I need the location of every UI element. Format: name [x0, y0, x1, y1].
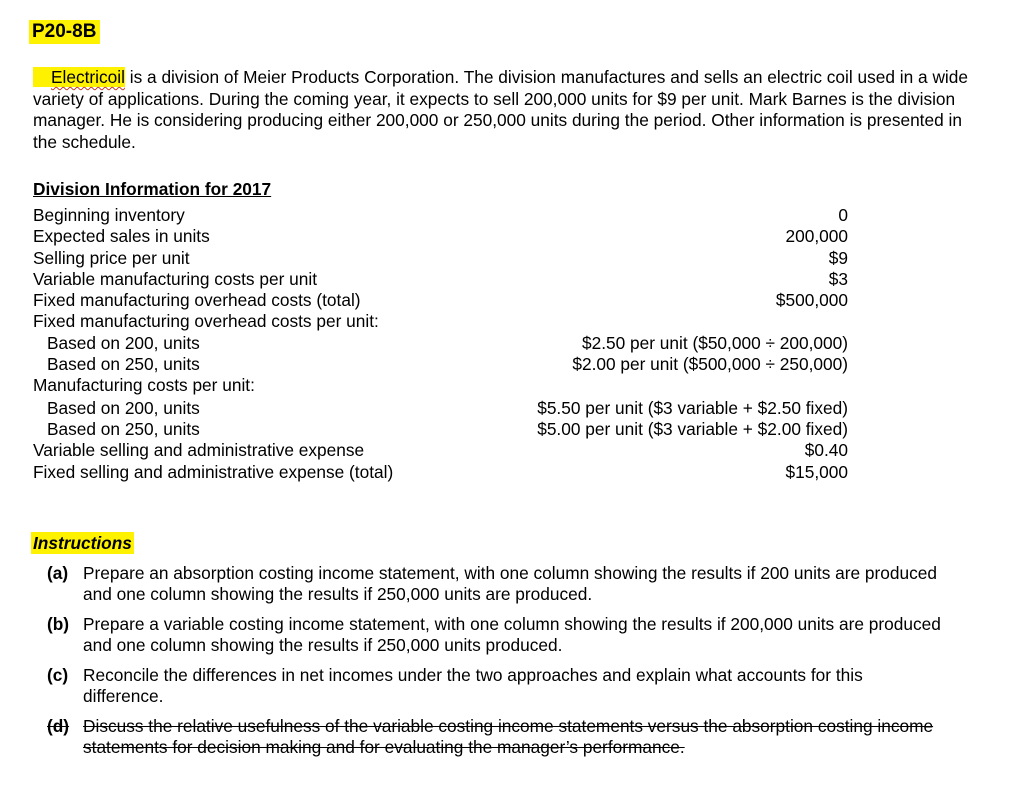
row-value: 0: [838, 205, 848, 225]
row-label: Variable manufacturing costs per unit: [33, 268, 318, 289]
schedule-heading: Division Information for 2017: [33, 179, 272, 199]
row-label: Beginning inventory: [33, 205, 185, 225]
schedule-row: [33, 398, 848, 419]
item-key: (b): [47, 614, 70, 634]
problem-title: P20-8B: [29, 20, 100, 44]
instruction-item: [47, 614, 947, 656]
row-value: $5.50 per unit ($3 variable + $2.50 fixed): [537, 397, 848, 418]
instructions-heading: Instructions: [33, 533, 132, 553]
row-value: $0.40: [804, 440, 848, 461]
item-text: Prepare an absorption costing income statement, with one column showing the results if 200 units are produced and one column showing the results if 250,000 units are produced.: [83, 563, 937, 604]
intro-text: is a division of Meier Products Corporation. The division manufactures and sells an electric coil used in a wide variety of applications. During the coming year, it expects to sell 200,000 units for $9 per unit. Mark Barnes is the division manager. He is considering producing either 200,000 or 250,000 units during the period. Other information is presented in the schedule.: [33, 67, 968, 152]
highlight-marker: [33, 67, 125, 87]
row-value: 200,000: [785, 226, 848, 247]
row-label: Expected sales in units: [33, 226, 210, 247]
item-key: (a): [47, 563, 69, 583]
schedule-row: [33, 248, 848, 269]
row-label: Based on 200, units: [47, 332, 200, 353]
row-label: Fixed manufacturing overhead costs (total): [33, 290, 361, 311]
schedule-row: [33, 354, 848, 375]
schedule-table: [33, 205, 848, 483]
row-label: Based on 200, units: [47, 397, 200, 418]
intro-paragraph: [33, 67, 983, 153]
row-value: $5.00 per unit ($3 variable + $2.00 fixed): [537, 418, 848, 439]
schedule-row: [33, 205, 848, 226]
schedule-row: [33, 440, 848, 461]
instruction-item-struck: [47, 716, 947, 758]
instruction-item: [47, 665, 947, 707]
schedule-row: [33, 462, 848, 483]
row-label: Selling price per unit: [33, 247, 190, 268]
row-value: $500,000: [775, 290, 848, 311]
instruction-item: [47, 563, 947, 605]
row-label: Fixed selling and administrative expense (total): [33, 461, 394, 482]
row-value: $15,000: [785, 461, 848, 482]
row-label: Based on 250, units: [47, 354, 200, 375]
row-label: Based on 250, units: [47, 418, 200, 439]
item-key: (d): [47, 716, 70, 736]
row-value: $2.50 per unit ($50,000 ÷ 200,000): [581, 332, 848, 353]
row-value: $3: [828, 268, 848, 289]
row-value: $2.00 per unit ($500,000 ÷ 250,000): [572, 354, 848, 375]
item-text: Discuss the relative usefulness of the variable costing income statements versus the absorption costing income statements for decision making and for evaluating the manager’s performance.: [83, 716, 934, 757]
row-label: Variable selling and administrative expense: [33, 440, 365, 461]
schedule-row: [33, 226, 848, 247]
row-label: Manufacturing costs per unit:: [33, 375, 255, 396]
row-value: $9: [828, 247, 848, 268]
row-label: Fixed manufacturing overhead costs per unit:: [33, 311, 379, 332]
schedule-row: [33, 311, 848, 332]
schedule-row: [33, 333, 848, 354]
schedule-row: [33, 290, 848, 311]
schedule-row: [33, 269, 848, 290]
item-text: Reconcile the differences in net incomes under the two approaches and explain what accounts for this difference.: [83, 665, 863, 706]
schedule-row: [33, 375, 848, 396]
item-key: (c): [47, 665, 69, 685]
instructions-list: [47, 563, 947, 767]
schedule-row: [33, 419, 848, 440]
item-text: Prepare a variable costing income statement, with one column showing the results if 200,000 units are produced and one column showing the results if 250,000 units produced.: [83, 614, 941, 655]
company-name: Electricoil: [51, 67, 125, 87]
